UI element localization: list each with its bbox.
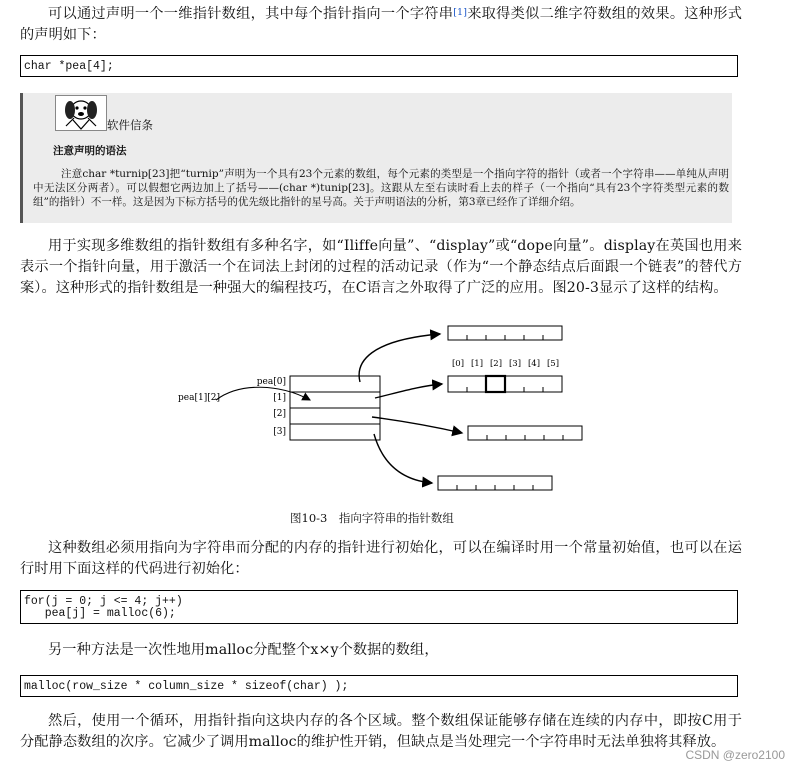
code-block-malloc: malloc(row_size * column_size * sizeof(char) ); (20, 675, 738, 697)
code-block-loop: for(j = 0; j <= 4; j++) pea[j] = malloc(6); (20, 590, 738, 624)
software-creed-box (20, 93, 732, 223)
arrow-to-string-2 (372, 417, 462, 433)
csdn-watermark: CSDN @zero2100 (685, 748, 785, 762)
string-row-3 (438, 476, 552, 490)
index-label-3: [3] (508, 359, 522, 369)
index-label-0: [0] (451, 359, 465, 369)
row-label-2: [2] (273, 409, 286, 419)
dog-mascot-icon (55, 95, 107, 131)
arrow-to-string-3 (374, 434, 432, 483)
arrow-to-string-0 (359, 334, 440, 382)
paragraph-malloc: 另一种方法是一次性地用malloc分配整个x×y个数据的数组， (48, 642, 439, 658)
note-subtitle: 注意声明的语法 (53, 145, 127, 157)
index-label-4: [4] (527, 359, 541, 369)
intro-text: 可以通过声明一个一维指针数组，其中每个指针指向一个字符串 (48, 6, 454, 22)
index-label-1: [1] (470, 359, 484, 369)
row-label-1: [1] (273, 393, 286, 403)
string-row-2 (468, 426, 582, 440)
pointer-array-figure (170, 322, 590, 502)
index-label-2: [2] (489, 359, 503, 369)
string-row-0 (448, 326, 562, 340)
paragraph-conclusion: 然后，使用一个循环，用指针指向这块内存的各个区域。整个数组保证能够存储在连续的内存中，即按C用于分配静态数组的次序。它减少了调用malloc的维护性开销，但缺点是当处理完一个字符串时无法单独将其释放。 (20, 713, 742, 750)
row-label-0: pea[0] (256, 377, 286, 387)
footnote-ref-link[interactable]: [1] (453, 7, 468, 18)
index-label-5: [5] (546, 359, 560, 369)
intro-text-cont: 来取得类似二维字符数组的效果。这种形式的声明如下： (20, 6, 742, 43)
note-title: 软件信条 (107, 118, 153, 132)
code-block-declaration: char *pea[4]; (20, 55, 738, 77)
paragraph-intro (20, 4, 742, 46)
pointer-array-cells (290, 376, 380, 440)
row-label-3: [3] (273, 427, 286, 437)
string-row-1 (448, 376, 562, 392)
paragraph-init: 这种数组必须用指向为字符串而分配的内存的指针进行初始化，可以在编译时用一个常量初始值，也可以在运行时用下面这样的代码进行初始化： (20, 540, 742, 577)
pointer-label: pea[1][2] (178, 393, 220, 403)
figure-caption: 图10-3 指向字符串的指针数组 (290, 511, 454, 525)
note-body: 注意char *turnip[23]把“turnip”声明为一个具有23个元素的数组，每个元素的类型是一个指向字符的指针（或者一个字符串——单纯从声明中无法区分两者）。可以假想它两边加上了括号——(char *)tunip[23]。这跟从左至右读时看上去的样子（一个指向“具有23个字符类型元素的数组”的指针）不一样。这是因为下标方括号的优先级比指针的星号高。关于声明语法的分析，第3章已经作了详细介绍。 (33, 168, 729, 208)
paragraph-iliffe: 用于实现多维数组的指针数组有多种名字，如“Iliffe向量”、“display”或“dope向量”。display在英国也用来表示一个指针向量，用于激活一个在词法上封闭的过程的活动记录（作为“一个静态结点后面跟一个链表”的替代方案）。这种形式的指针数组是一种强大的编程技巧，在C语言之外取得了广泛的应用。图20-3显示了这样的结构。 (20, 238, 742, 296)
arrow-to-string-1 (375, 384, 442, 398)
